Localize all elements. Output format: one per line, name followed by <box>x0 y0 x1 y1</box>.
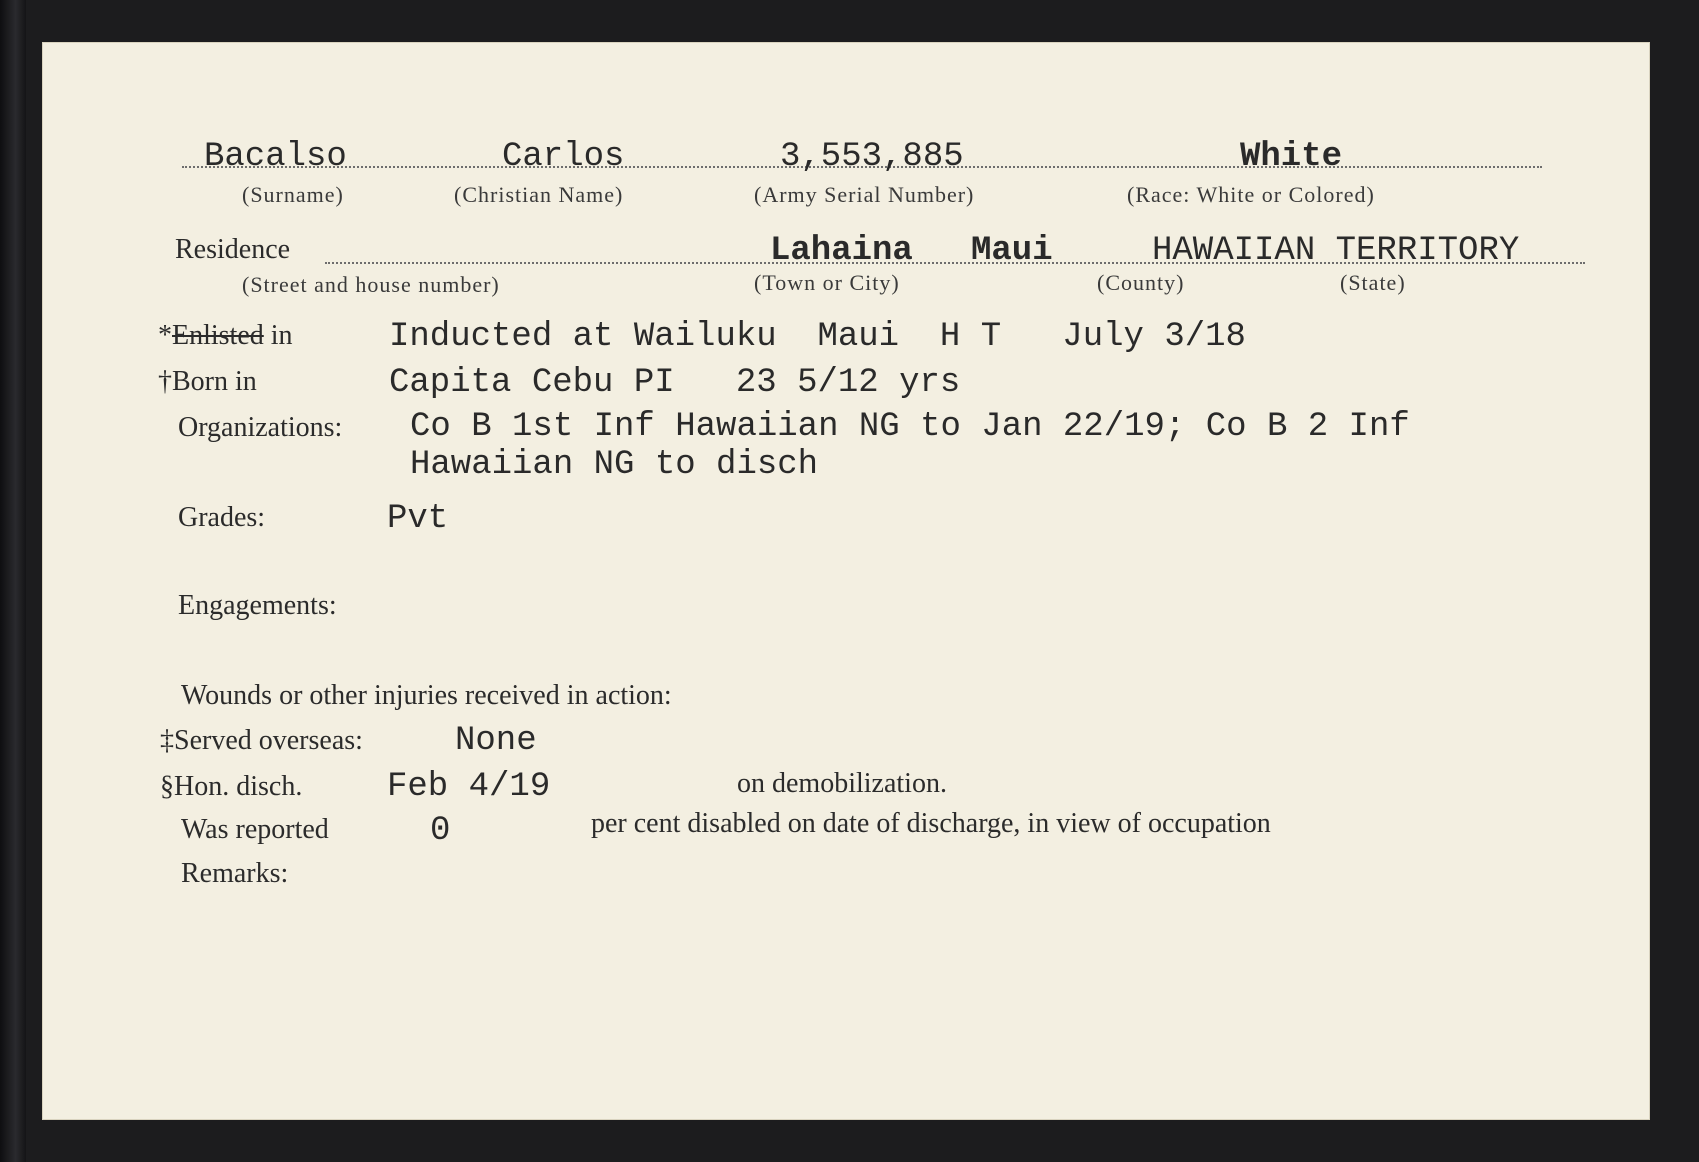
christian-name-value: Carlos <box>502 138 625 176</box>
wounds-label: Wounds or other injuries received in action: <box>181 680 672 711</box>
remarks-label: Remarks: <box>181 858 289 889</box>
enlisted-in-word: in <box>270 320 293 351</box>
town-value: Lahaina <box>770 232 913 270</box>
surname-caption: (Surname) <box>242 182 344 207</box>
born-in-value: Capita Cebu PI 23 5/12 yrs <box>389 364 961 402</box>
state-value: HAWAIIAN TERRITORY <box>1152 232 1520 270</box>
enlisted-label <box>158 320 293 352</box>
army-serial-number-value: 3,553,885 <box>780 138 964 176</box>
surname-value: Bacalso <box>204 138 347 176</box>
residence-label: Residence <box>175 234 291 265</box>
percent-disabled-value: 0 <box>430 812 451 850</box>
percent-disabled-text: per cent disabled on date of discharge, in view of occupation <box>591 808 1271 839</box>
state-caption: (State) <box>1340 270 1406 295</box>
engagements-label: Engagements: <box>178 590 337 621</box>
served-overseas-label: ‡Served overseas: <box>160 725 363 756</box>
enlisted-mark: * <box>158 320 172 351</box>
organizations-value-line2: Hawaiian NG to disch <box>410 446 819 484</box>
hon-disch-label: §Hon. disch. <box>160 771 303 802</box>
demobilization-text: on demobilization. <box>737 768 947 799</box>
binder-edge <box>0 0 26 1162</box>
army-serial-number-caption: (Army Serial Number) <box>754 182 975 207</box>
grades-label: Grades: <box>178 502 266 533</box>
reported-label: Was reported <box>181 814 329 845</box>
street-caption: (Street and house number) <box>242 272 500 297</box>
race-caption: (Race: White or Colored) <box>1127 182 1375 207</box>
born-label: †Born in <box>158 366 257 397</box>
christian-name-caption: (Christian Name) <box>454 182 624 207</box>
grades-value: Pvt <box>387 500 449 538</box>
organizations-label: Organizations: <box>178 412 343 443</box>
organizations-value-line1: Co B 1st Inf Hawaiian NG to Jan 22/19; Co B 2 Inf <box>410 408 1410 446</box>
county-value: Maui <box>971 232 1053 270</box>
town-caption: (Town or City) <box>754 270 900 295</box>
hon-disch-date-value: Feb 4/19 <box>387 768 551 806</box>
enlisted-struck-word: Enlisted <box>172 320 264 351</box>
service-record-card <box>42 42 1650 1120</box>
county-caption: (County) <box>1097 270 1185 295</box>
race-value: White <box>1240 138 1343 176</box>
enlisted-in-value: Inducted at Wailuku Maui H T July 3/18 <box>389 318 1246 356</box>
served-overseas-value: None <box>455 722 537 760</box>
